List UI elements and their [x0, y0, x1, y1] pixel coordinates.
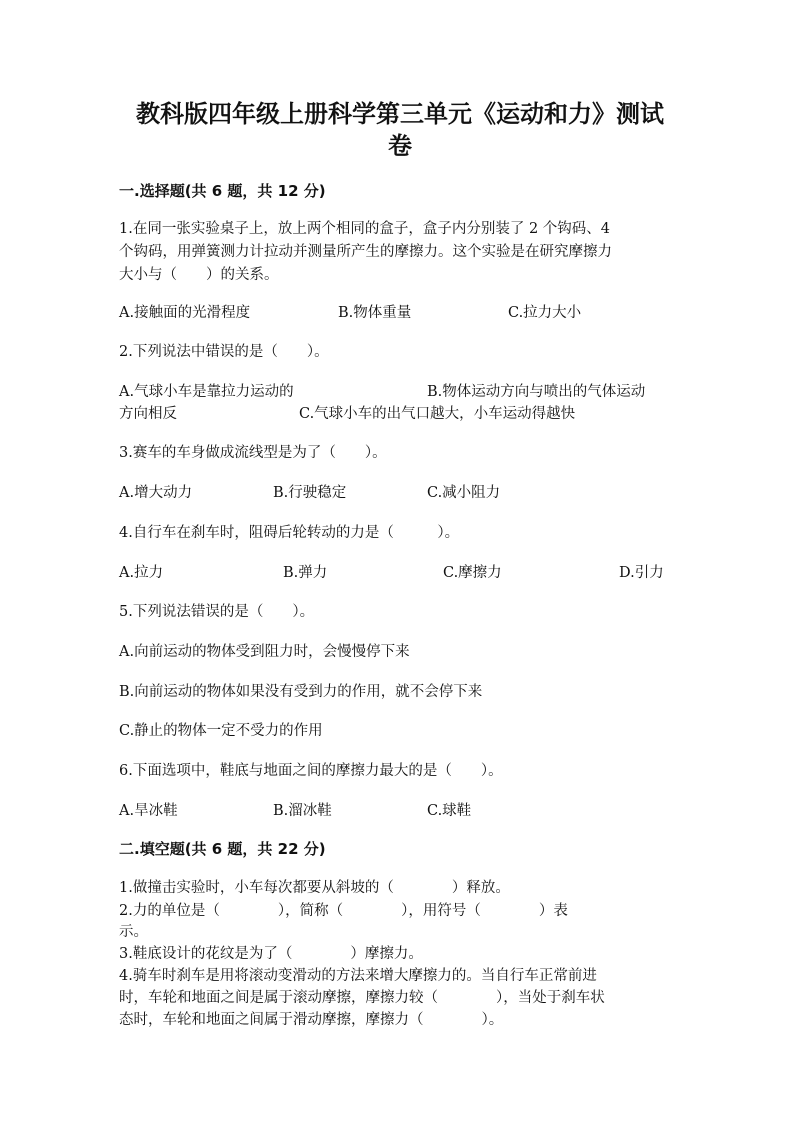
fill-line-3: 示。 — [119, 924, 148, 940]
fill-line-2: 2.力的单位是（ ），简称（ ），用符号（ ）表 — [119, 903, 568, 919]
q6-option-a: A.旱冰鞋 — [119, 803, 178, 819]
q3-option-c: C.减小阻力 — [427, 485, 501, 501]
section-heading-choice: 一.选择题(共 6 题，共 12 分) — [119, 182, 326, 200]
fill-line-1: 1.做撞击实验时，小车每次都要从斜坡的（ ）释放。 — [119, 880, 510, 896]
q2-stem: 2.下列说法中错误的是（ ）。 — [119, 344, 329, 360]
fill-line-4: 3.鞋底设计的花纹是为了（ ）摩擦力。 — [119, 946, 423, 962]
q4-stem: 4.自行车在刹车时，阻碍后轮转动的力是（ ）。 — [119, 525, 460, 541]
q6-option-b: B.溜冰鞋 — [273, 803, 332, 819]
q1-option-a: A.接触面的光滑程度 — [119, 305, 251, 321]
q4-option-d: D.引力 — [619, 565, 664, 581]
q5-option-c: C.静止的物体一定不受力的作用 — [119, 723, 323, 739]
q4-option-b: B.弹力 — [283, 565, 328, 581]
section-heading-fill-blank: 二.填空题(共 6 题，共 22 分) — [119, 840, 326, 858]
page-title-line-2: 卷 — [388, 132, 412, 160]
q6-option-c: C.球鞋 — [427, 803, 472, 819]
q1-stem-line-2: 个钩码，用弹簧测力计拉动并测量所产生的摩擦力。这个实验是在研究摩擦力 — [119, 244, 612, 260]
q4-option-c: C.摩擦力 — [443, 565, 502, 581]
q2-option-b: B.物体运动方向与喷出的气体运动 — [427, 384, 646, 400]
q1-stem-line-3: 大小与（ ）的关系。 — [119, 267, 279, 283]
fill-line-6: 时，车轮和地面之间是属于滚动摩擦，摩擦力较（ ），当处于刹车状 — [119, 990, 605, 1006]
page-title-line-1: 教科版四年级上册科学第三单元《运动和力》测试 — [136, 100, 664, 128]
q2-option-b-cont: 方向相反 — [119, 406, 177, 422]
q3-stem: 3.赛车的车身做成流线型是为了（ ）。 — [119, 445, 387, 461]
q1-stem-line-1: 1.在同一张实验桌子上，放上两个相同的盒子，盒子内分别装了 2 个钩码、4 — [119, 221, 611, 237]
q3-option-b: B.行驶稳定 — [273, 485, 347, 501]
q5-stem: 5.下列说法错误的是（ ）。 — [119, 604, 315, 620]
q5-option-a: A.向前运动的物体受到阻力时，会慢慢停下来 — [119, 644, 410, 660]
q5-option-b: B.向前运动的物体如果没有受到力的作用，就不会停下来 — [119, 684, 483, 700]
q3-option-a: A.增大动力 — [119, 485, 193, 501]
q1-option-c: C.拉力大小 — [508, 305, 582, 321]
q2-option-a: A.气球小车是靠拉力运动的 — [119, 384, 294, 400]
q2-option-c: C.气球小车的出气口越大，小车运动得越快 — [299, 406, 576, 422]
fill-line-5: 4.骑车时刹车是用将滚动变滑动的方法来增大摩擦力的。当自行车正常前进 — [119, 968, 597, 984]
fill-line-7: 态时，车轮和地面之间属于滑动摩擦，摩擦力（ ）。 — [119, 1012, 504, 1028]
q4-option-a: A.拉力 — [119, 565, 164, 581]
q6-stem: 6.下面选项中，鞋底与地面之间的摩擦力最大的是（ ）。 — [119, 763, 503, 779]
q1-option-b: B.物体重量 — [338, 305, 412, 321]
